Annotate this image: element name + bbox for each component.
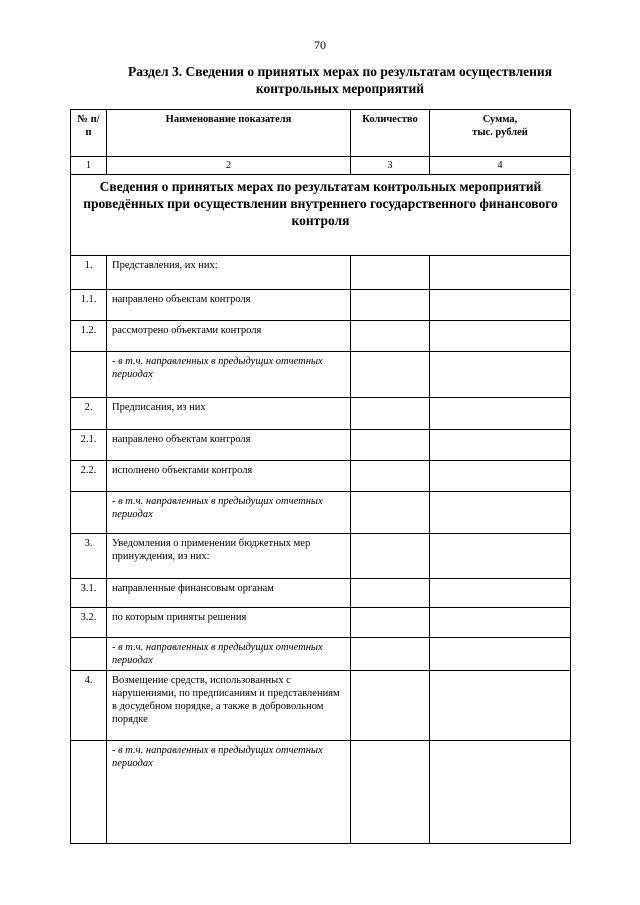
table-row [71, 534, 571, 579]
table-row [71, 671, 571, 741]
quantity-cell [351, 461, 430, 492]
table-row [71, 741, 571, 844]
table-row [71, 461, 571, 492]
index-cell: 2 [107, 157, 351, 175]
index-cell: 1 [71, 157, 107, 175]
row-number: 1.2. [71, 321, 107, 352]
sum-cell [430, 290, 571, 321]
sum-cell [430, 741, 571, 844]
row-label: Возмещение средств, использованных с нарушениями, по предписаниям и представлениям в досудебном порядке, а также в добровольном порядке [107, 671, 351, 741]
sum-cell [430, 492, 571, 534]
header-sum-line1: Сумма, [482, 114, 518, 125]
table-row [71, 256, 571, 290]
section-title [90, 63, 590, 97]
row-number: 1.1. [71, 290, 107, 321]
sum-cell [430, 579, 571, 608]
row-number [71, 352, 107, 398]
quantity-cell [351, 638, 430, 671]
table-row [71, 352, 571, 398]
quantity-cell [351, 256, 430, 290]
index-cell: 3 [351, 157, 430, 175]
index-row [71, 157, 571, 175]
quantity-cell [351, 492, 430, 534]
sum-cell [430, 638, 571, 671]
sum-cell [430, 461, 571, 492]
row-number: 2. [71, 398, 107, 430]
row-label: - в т.ч. направленных в предыдущих отчетных периодах [107, 741, 351, 844]
sum-cell [430, 352, 571, 398]
row-label: Предписания, из них [107, 398, 351, 430]
row-label: - в т.ч. направленных в предыдущих отчетных периодах [107, 492, 351, 534]
row-label: по которым приняты решения [107, 608, 351, 638]
table-row [71, 398, 571, 430]
row-number: 2.1. [71, 430, 107, 461]
sum-cell [430, 321, 571, 352]
row-number: 4. [71, 671, 107, 741]
row-number: 3.1. [71, 579, 107, 608]
row-number [71, 638, 107, 671]
table-row [71, 638, 571, 671]
row-label: направлено объектам контроля [107, 430, 351, 461]
sum-cell [430, 430, 571, 461]
row-label: направленные финансовым органам [107, 579, 351, 608]
quantity-cell [351, 671, 430, 741]
report-table [70, 109, 571, 844]
quantity-cell [351, 608, 430, 638]
table-row [71, 579, 571, 608]
row-label: - в т.ч. направленных в предыдущих отчетных периодах [107, 638, 351, 671]
section-title-line2: контрольных мероприятий [255, 81, 425, 96]
sum-cell [430, 398, 571, 430]
header-sum [430, 110, 571, 157]
row-label: Уведомления о применении бюджетных мер принуждения, из них: [107, 534, 351, 579]
row-label: Представления, их них: [107, 256, 351, 290]
row-number: 3.2. [71, 608, 107, 638]
table-row [71, 608, 571, 638]
header-num: № п/п [71, 110, 107, 157]
quantity-cell [351, 534, 430, 579]
banner-text: Сведения о принятых мерах по результатам контрольных мероприятий проведённых при осуществлении внутреннего государственного финансового контроля [71, 175, 571, 256]
table-row [71, 492, 571, 534]
section-title-line1: Раздел 3. Сведения о принятых мерах по результатам осуществления [128, 64, 552, 79]
table-row [71, 430, 571, 461]
page-number: 70 [314, 38, 326, 52]
quantity-cell [351, 290, 430, 321]
row-number: 2.2. [71, 461, 107, 492]
quantity-cell [351, 430, 430, 461]
sum-cell [430, 256, 571, 290]
quantity-cell [351, 321, 430, 352]
sum-cell [430, 608, 571, 638]
sum-cell [430, 671, 571, 741]
row-label: - в т.ч. направленных в предыдущих отчетных периодах [107, 352, 351, 398]
sum-cell [430, 534, 571, 579]
row-number: 1. [71, 256, 107, 290]
quantity-cell [351, 579, 430, 608]
header-name: Наименование показателя [107, 110, 351, 157]
quantity-cell [351, 352, 430, 398]
header-row [71, 110, 571, 157]
row-number [71, 741, 107, 844]
quantity-cell [351, 398, 430, 430]
quantity-cell [351, 741, 430, 844]
row-label: исполнено объектами контроля [107, 461, 351, 492]
banner-row [71, 175, 571, 256]
header-qty: Количество [351, 110, 430, 157]
row-number: 3. [71, 534, 107, 579]
row-number [71, 492, 107, 534]
table-row [71, 290, 571, 321]
index-cell: 4 [430, 157, 571, 175]
table-row [71, 321, 571, 352]
row-label: рассмотрено объектами контроля [107, 321, 351, 352]
row-label: направлено объектам контроля [107, 290, 351, 321]
header-sum-line2: тыс. рублей [472, 127, 528, 138]
